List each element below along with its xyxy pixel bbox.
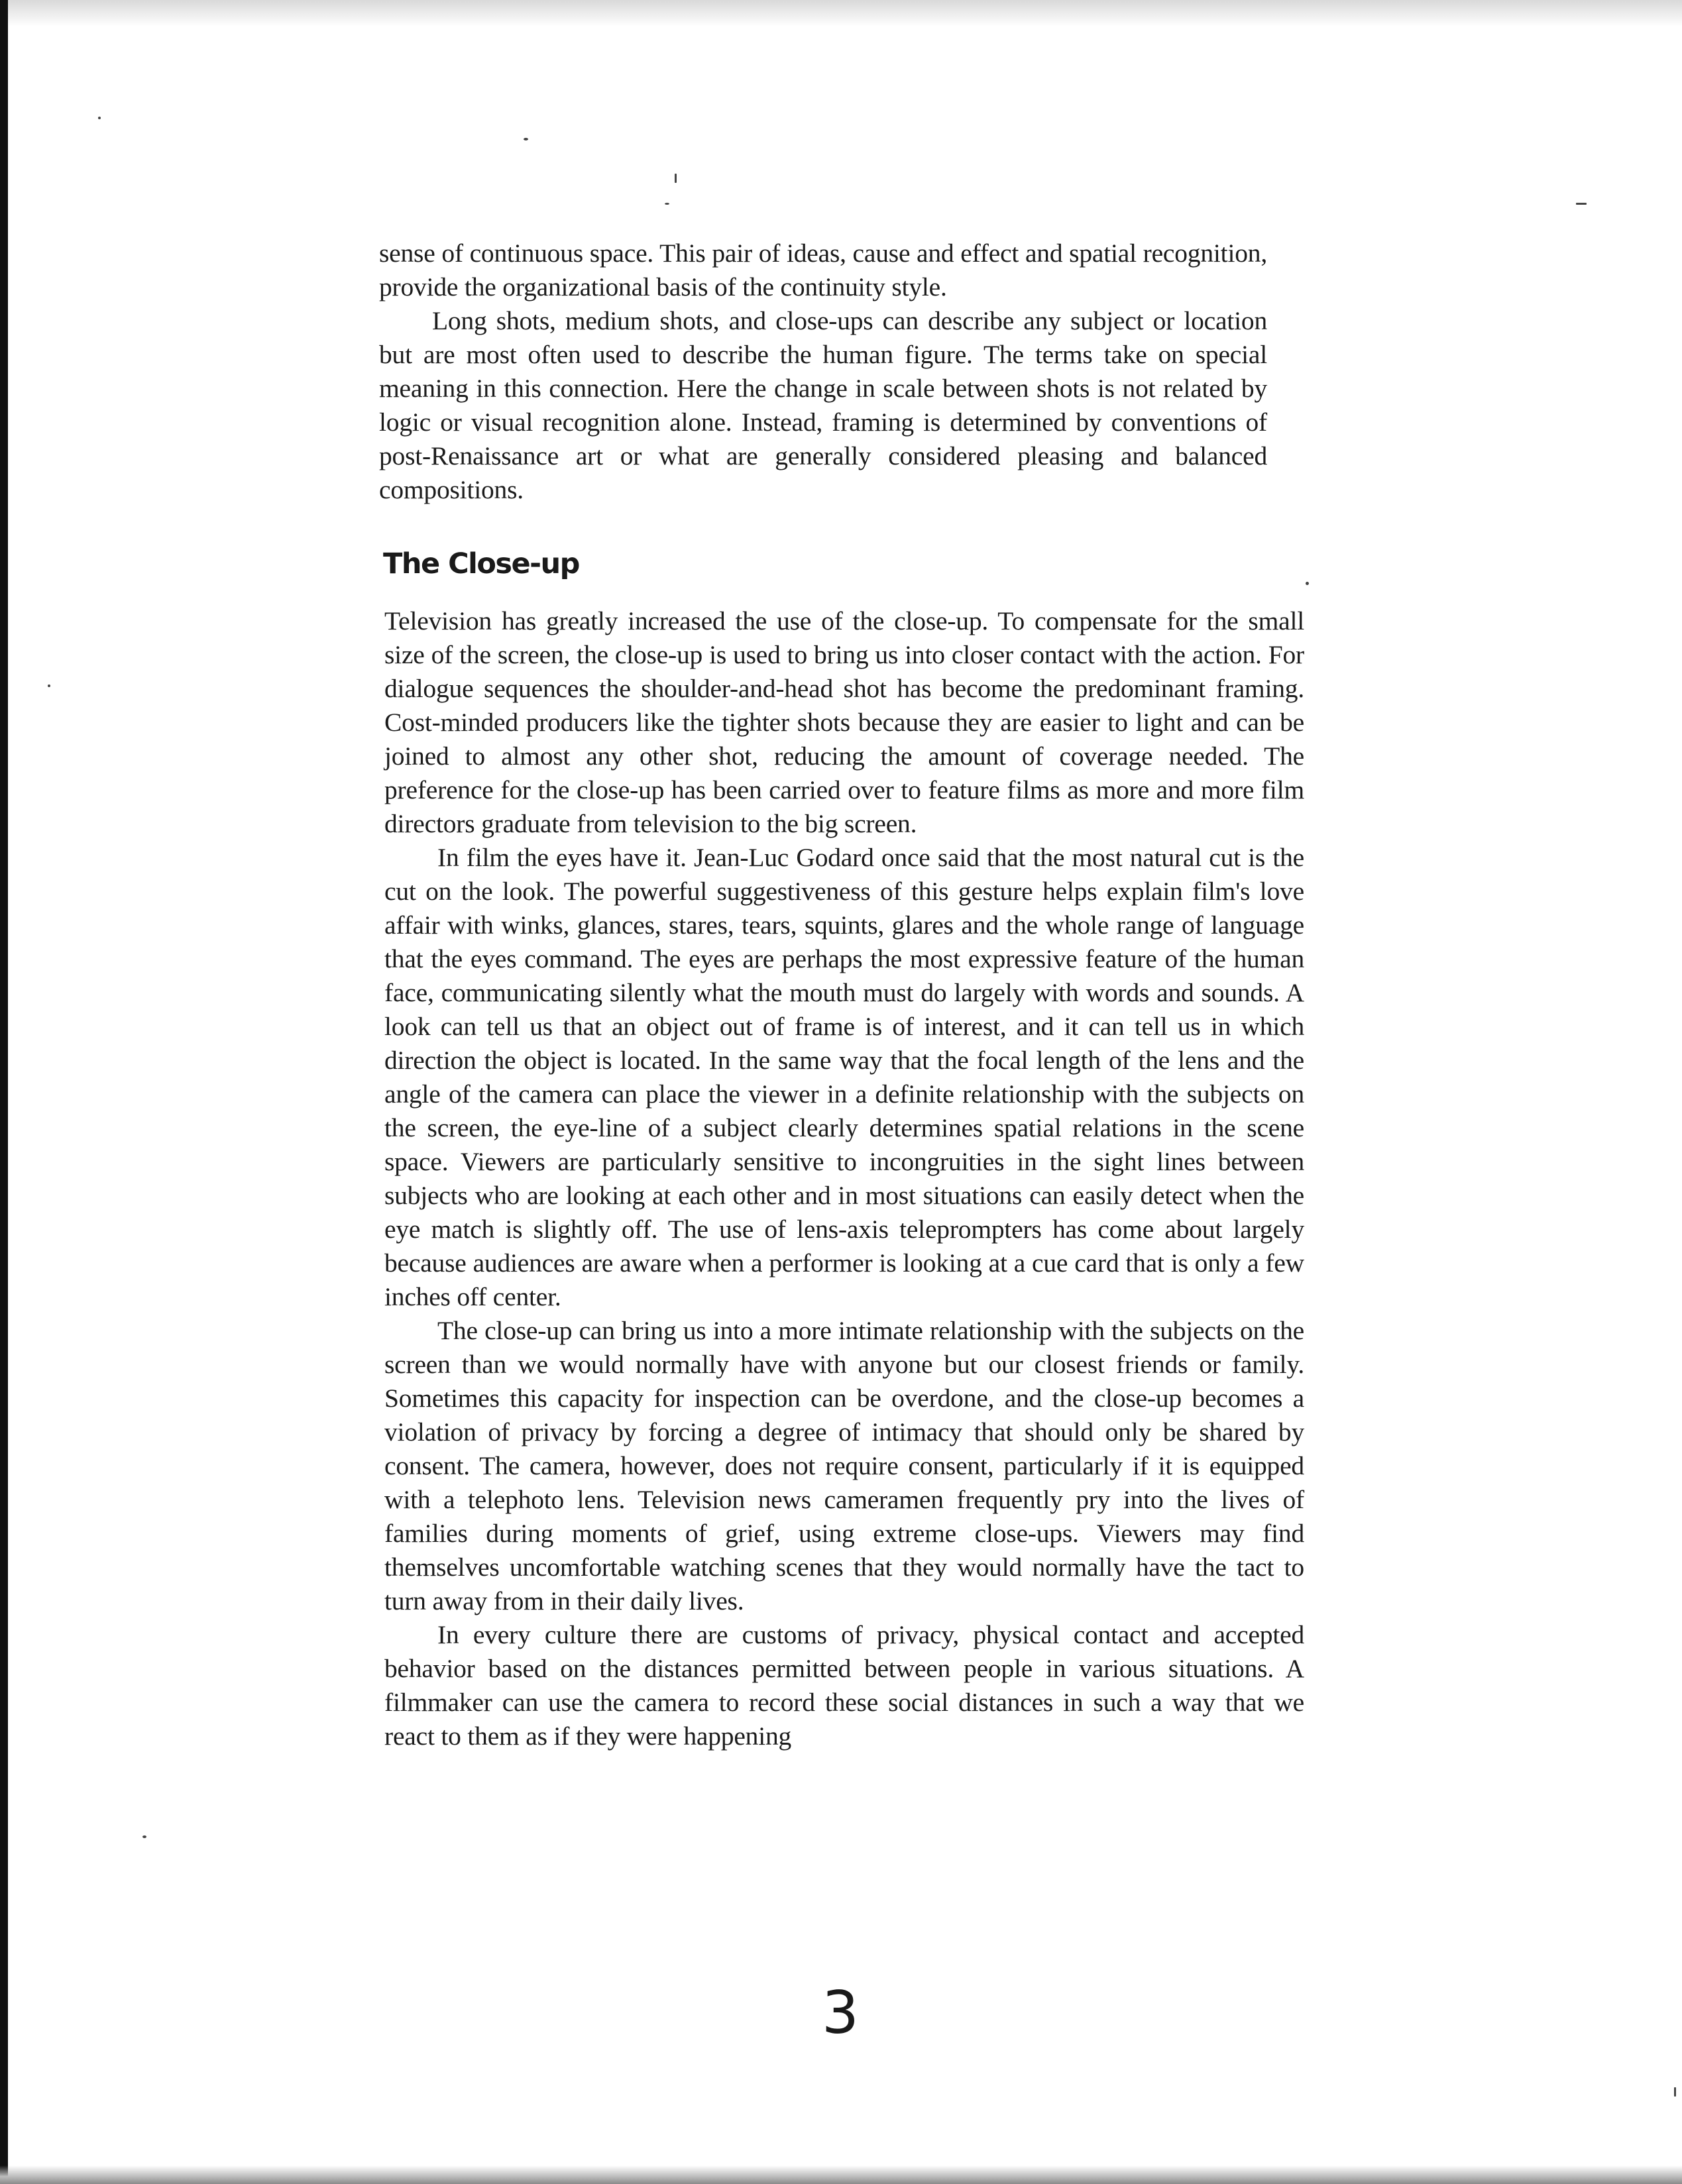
scan-speck bbox=[1576, 203, 1587, 205]
body-text-top bbox=[379, 237, 1267, 507]
scan-speck bbox=[1306, 582, 1309, 585]
scan-speck bbox=[1674, 2087, 1676, 2097]
scan-edge-bottom bbox=[0, 2165, 1682, 2184]
scan-speck bbox=[48, 684, 50, 687]
scan-speck bbox=[142, 1835, 146, 1838]
paragraph: The close-up can bring us into a more intimate relationship with the subjects on the screen than we would normally have with anyone but our closest friends or family. Sometimes this capacity for inspection can be overdone, and the close-up becomes a violation of privacy by forcing a degree of intimacy that should only be shared by consent. The camera, however, does not require consent, particularly if it is equipped with a telephoto lens. Television news cameramen frequently pry into the lives of families during moments of grief, using extreme close-ups. Viewers may find themselves uncomfortable watching scenes that they would normally have the tact to turn away from in their daily lives. bbox=[384, 1316, 1304, 1615]
paragraph: In film the eyes have it. Jean-Luc Godard once said that the most natural cut is the cut on the look. The powerful suggestiveness of this gesture helps explain film's love affair with winks, glances, stares, tears, squints, glares and the whole range of language that the eyes command. The eyes are perhaps the most expressive feature of the human face, communicating silently what the mouth must do largely with words and sounds. A look can tell us that an object out of frame is of interest, and it can tell us in which direction the object is located. In the same way that the focal length of the lens and the angle of the camera can place the viewer in a definite relationship with the subjects on the screen, the eye-line of a subject clearly determines spatial relations in the scene space. Viewers are particularly sensitive to incongruities in the sight lines between subjects who are looking at each other and in most situations can easily detect when the eye match is slightly off. The use of lens-axis teleprompters has come about largely because audiences are aware when a performer is looking at a cue card that is only a few inches off center. bbox=[384, 843, 1304, 1311]
scan-speck bbox=[665, 203, 669, 205]
body-text-main bbox=[384, 604, 1304, 1753]
page-number: 3 bbox=[822, 1979, 859, 2047]
scan-speck bbox=[98, 117, 101, 119]
section-heading: The Close-up bbox=[383, 547, 579, 580]
paragraph: Long shots, medium shots, and close-ups can describe any subject or location but are most often used to describe the human figure. The terms take on special meaning in this connection. Here the change in scale between shots is not related by logic or visual recognition alone. Instead, framing is determined by conventions of post-Renaissance art or what are generally considered pleasing and balanced compositions. bbox=[379, 306, 1267, 504]
scan-edge-top bbox=[0, 0, 1682, 27]
scan-speck bbox=[524, 138, 528, 140]
scan-speck bbox=[675, 174, 677, 183]
paragraph: In every culture there are customs of privacy, physical contact and accepted behavior based on the distances permitted between people in various situations. A filmmaker can use the camera to record these social distances in such a way that we react to them as if they were happening bbox=[384, 1620, 1304, 1751]
paragraph: Television has greatly increased the use of the close-up. To compensate for the small size of the screen, the close-up is used to bring us into closer contact with the action. For dialogue sequences the shoulder-and-head shot has become the predominant framing. Cost-minded producers like the tighter shots because they are easier to light and can be joined to almost any other shot, reducing the amount of coverage needed. The preference for the close-up has been carried over to feature films as more and more film directors graduate from television to the big screen. bbox=[384, 606, 1304, 838]
scan-edge-left bbox=[0, 0, 8, 2184]
paragraph: sense of continuous space. This pair of ideas, cause and effect and spatial recognition, provide the organizational basis of the continuity style. bbox=[379, 239, 1267, 301]
